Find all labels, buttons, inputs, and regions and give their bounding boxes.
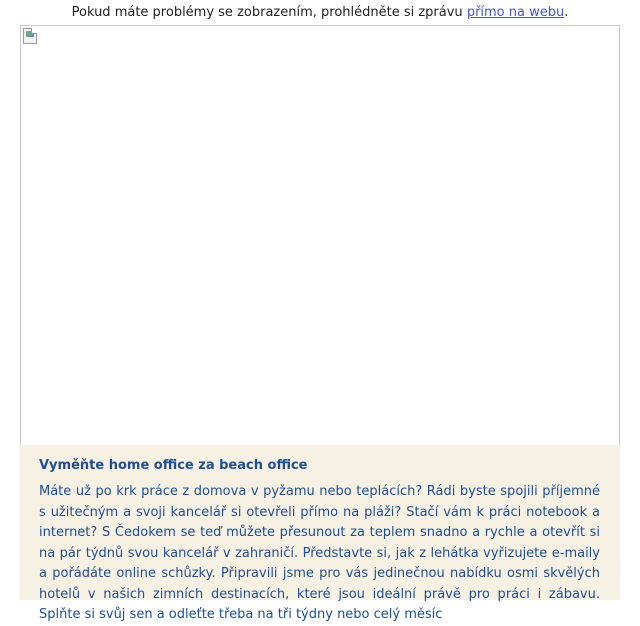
article-section (20, 445, 620, 622)
view-on-web-link[interactable]: přímo na webu (466, 5, 565, 20)
preheader-suffix: . (564, 5, 569, 20)
article-body: Máte už po krk práce z domova v pyžamu nebo teplácích? Rádi byste spojili příjemné s užitečným a svoji kancelář si otevřeli přímo na pláži? Stačí vám k práci notebook a internet? S Čedokem se teď můžete přesunout za teplem snadno a rychle a otevřít si na pár týdnů svou kancelář v zahraničí. Představte si, jak z lehátka vyřizujete e-maily a pořádáte online schůzky. Připravili jsme pro vás jedinečnou nabídku osmi skvělých hotelů v našich zimních destinacích, které jsou ideální právě pro práci i zábavu. Splňte si svůj sen a odleťte třeba na tři týdny nebo celý měsíc (39, 484, 600, 622)
preheader (0, 4, 640, 22)
hero-image[interactable] (20, 25, 620, 446)
article-headline: Vyměňte home office za beach office (39, 458, 308, 473)
article-content (20, 445, 620, 626)
preheader-text: Pokud máte problémy se zobrazením, prohlédněte si zprávu (71, 5, 467, 20)
broken-image-icon (23, 28, 37, 44)
